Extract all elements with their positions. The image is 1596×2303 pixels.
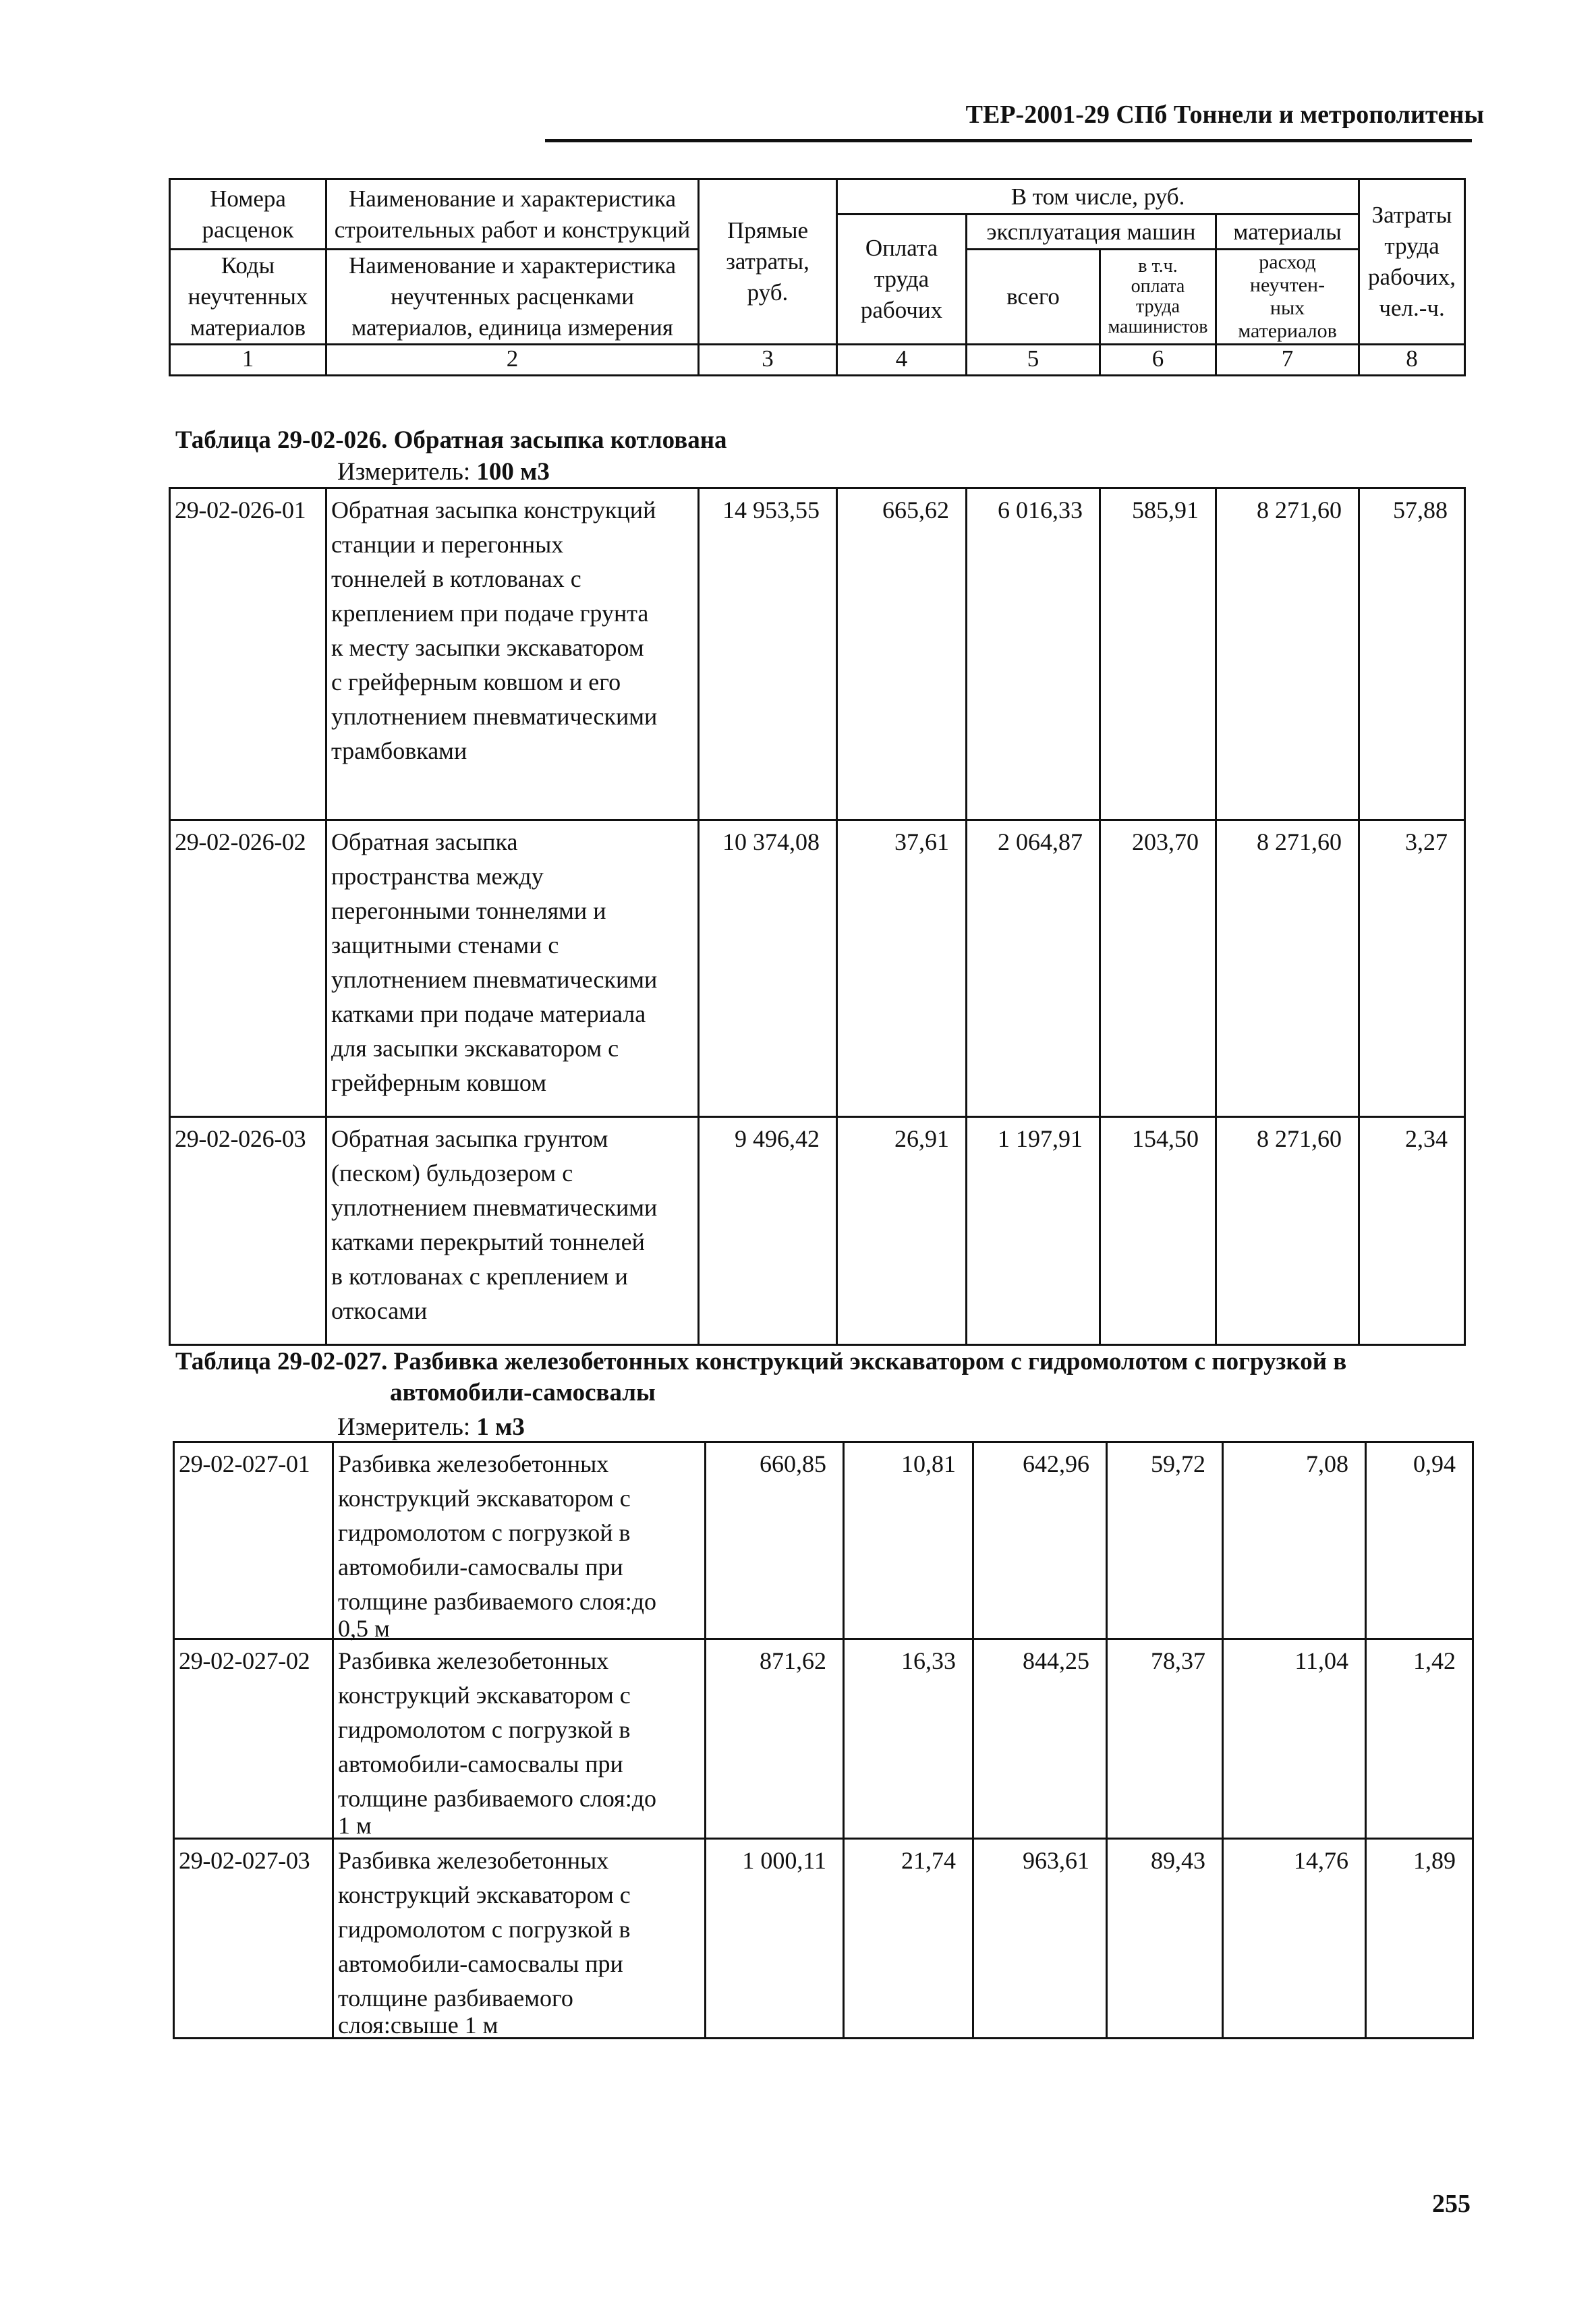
rate-name bbox=[333, 1839, 706, 2039]
direct-costs: 660,85 bbox=[706, 1442, 844, 1639]
rate-code: 29-02-027-03 bbox=[174, 1839, 333, 2039]
column-number: 6 bbox=[1100, 345, 1216, 376]
table-row bbox=[170, 1117, 1465, 1345]
machines-total: 6 016,33 bbox=[967, 488, 1100, 820]
operator-pay: 59,72 bbox=[1107, 1442, 1223, 1639]
name-line: станции и перегонных bbox=[331, 531, 564, 558]
name-line: толщине разбиваемого bbox=[338, 1985, 573, 2012]
name-line: креплением при подаче грунта bbox=[331, 600, 649, 627]
header-line: Затраты bbox=[1371, 202, 1452, 228]
labor-hours: 1,89 bbox=[1366, 1839, 1473, 2039]
header-group-including: В том числе, руб. bbox=[837, 179, 1359, 215]
name-line: трамбовками bbox=[331, 737, 467, 764]
name-line: катками при подаче материала bbox=[331, 1000, 646, 1027]
materials-cost: 7,08 bbox=[1223, 1442, 1366, 1639]
table-row bbox=[170, 820, 1465, 1117]
header-direct-costs bbox=[699, 179, 837, 345]
header-line: Коды bbox=[221, 252, 275, 279]
header-line: рабочих bbox=[860, 297, 943, 323]
name-line: грейферным ковшом bbox=[331, 1069, 547, 1096]
rate-name bbox=[333, 1442, 706, 1642]
table-unit bbox=[337, 1413, 525, 1442]
name-line: для засыпки экскаватором с bbox=[331, 1035, 619, 1062]
header-machines: эксплуатация машин bbox=[967, 215, 1216, 250]
column-number: 8 bbox=[1359, 345, 1465, 376]
materials-cost: 8 271,60 bbox=[1216, 1117, 1359, 1345]
rate-code: 29-02-026-01 bbox=[170, 488, 326, 820]
header-operator-pay bbox=[1100, 250, 1216, 345]
header-line: оплата bbox=[1131, 276, 1185, 297]
name-line: в котлованах с креплением и bbox=[331, 1263, 628, 1290]
header-line: Наименование и характеристика bbox=[348, 185, 677, 212]
operator-pay: 585,91 bbox=[1100, 488, 1216, 820]
page-number: 255 bbox=[1432, 2190, 1471, 2218]
rate-name bbox=[333, 1639, 706, 1839]
header-line: Наименование и характеристика bbox=[348, 252, 677, 279]
materials-cost: 11,04 bbox=[1223, 1639, 1366, 1839]
name-line: к месту засыпки экскаватором bbox=[331, 634, 644, 661]
name-line: (песком) бульдозером с bbox=[331, 1160, 573, 1187]
direct-costs: 9 496,42 bbox=[699, 1117, 837, 1345]
worker-pay: 16,33 bbox=[844, 1639, 973, 1839]
table-row bbox=[174, 1442, 1473, 1639]
rate-name bbox=[326, 1117, 699, 1345]
rate-code: 29-02-027-01 bbox=[174, 1442, 333, 1639]
name-line: уплотнением пневматическими bbox=[331, 703, 658, 730]
column-number: 2 bbox=[326, 345, 699, 376]
header-line: расценок bbox=[202, 216, 294, 243]
header-line: рабочих, bbox=[1368, 264, 1456, 290]
header-line: материалов bbox=[1238, 320, 1337, 342]
header-line: расход bbox=[1259, 251, 1316, 273]
materials-cost: 8 271,60 bbox=[1216, 488, 1359, 820]
table-row bbox=[174, 1839, 1473, 2039]
header-line: неучтен- bbox=[1249, 274, 1326, 296]
table-caption: Таблица 29-02-026. Обратная засыпка котлована bbox=[175, 426, 727, 454]
table-row bbox=[174, 1639, 1473, 1839]
header-worker-pay bbox=[837, 215, 967, 345]
caption-line: автомобили-самосвалы bbox=[390, 1379, 656, 1406]
name-line: Разбивка железобетонных bbox=[338, 1647, 609, 1674]
worker-pay: 665,62 bbox=[837, 488, 967, 820]
table-caption bbox=[175, 1346, 1464, 1409]
operator-pay: 89,43 bbox=[1107, 1839, 1223, 2039]
rates-table-027 bbox=[173, 1441, 1474, 2039]
labor-hours: 57,88 bbox=[1359, 488, 1465, 820]
name-line: автомобили-самосвалы при bbox=[338, 1751, 623, 1778]
name-line: 1 м bbox=[338, 1812, 372, 1839]
name-line: откосами bbox=[331, 1297, 428, 1324]
direct-costs: 871,62 bbox=[706, 1639, 844, 1839]
direct-costs: 1 000,11 bbox=[706, 1839, 844, 2039]
machines-total: 844,25 bbox=[973, 1639, 1107, 1839]
worker-pay: 21,74 bbox=[844, 1839, 973, 2039]
machines-total: 642,96 bbox=[973, 1442, 1107, 1639]
name-line: уплотнением пневматическими bbox=[331, 1194, 658, 1221]
header-line: Прямые bbox=[726, 217, 809, 244]
header-rule bbox=[545, 139, 1472, 142]
header-line: труда bbox=[874, 266, 930, 292]
rate-code: 29-02-027-02 bbox=[174, 1639, 333, 1839]
machines-total: 1 197,91 bbox=[967, 1117, 1100, 1345]
column-number: 4 bbox=[837, 345, 967, 376]
header-line: в т.ч. bbox=[1138, 256, 1178, 277]
header-line: труда bbox=[1135, 296, 1180, 317]
header-line: машинистов bbox=[1108, 316, 1208, 337]
name-line: Разбивка железобетонных bbox=[338, 1450, 609, 1477]
column-number: 3 bbox=[699, 345, 837, 376]
header-labor-hours bbox=[1359, 179, 1465, 345]
header-line: руб. bbox=[747, 279, 789, 306]
unit-label: Измеритель: bbox=[337, 1413, 477, 1441]
name-line: с грейферным ковшом и его bbox=[331, 669, 621, 695]
header-codes-cell bbox=[170, 179, 326, 250]
materials-cost: 14,76 bbox=[1223, 1839, 1366, 2039]
unit-value: 100 м3 bbox=[476, 458, 550, 486]
unit-label: Измеритель: bbox=[337, 458, 477, 486]
labor-hours: 1,42 bbox=[1366, 1639, 1473, 1839]
name-line: автомобили-самосвалы при bbox=[338, 1950, 623, 1977]
name-line: толщине разбиваемого слоя:до bbox=[338, 1588, 657, 1615]
name-line: пространства между bbox=[331, 863, 544, 890]
header-line: затраты, bbox=[726, 248, 809, 275]
name-line: Обратная засыпка грунтом bbox=[331, 1125, 608, 1152]
rate-code: 29-02-026-02 bbox=[170, 820, 326, 1117]
table-row bbox=[170, 488, 1465, 820]
header-unaccounted-name bbox=[326, 250, 699, 345]
header-materials-consumption bbox=[1216, 250, 1359, 345]
header-machines-total: всего bbox=[967, 250, 1100, 345]
worker-pay: 10,81 bbox=[844, 1442, 973, 1639]
rate-code: 29-02-026-03 bbox=[170, 1117, 326, 1345]
operator-pay: 154,50 bbox=[1100, 1117, 1216, 1345]
direct-costs: 10 374,08 bbox=[699, 820, 837, 1117]
name-line: гидромолотом с погрузкой в bbox=[338, 1716, 631, 1743]
header-materials: материалы bbox=[1216, 215, 1359, 250]
name-line: слоя:свыше 1 м bbox=[338, 2012, 498, 2039]
name-line: гидромолотом с погрузкой в bbox=[338, 1916, 631, 1943]
rate-name bbox=[326, 820, 699, 1117]
column-number: 5 bbox=[967, 345, 1100, 376]
header-line: чел.-ч. bbox=[1379, 295, 1445, 321]
rate-name bbox=[326, 488, 699, 820]
name-line: Обратная засыпка bbox=[331, 828, 518, 855]
header-line: неучтенных расценками bbox=[390, 283, 634, 310]
machines-total: 2 064,87 bbox=[967, 820, 1100, 1117]
name-line: Разбивка железобетонных bbox=[338, 1847, 609, 1874]
header-line: неучтенных bbox=[188, 283, 308, 310]
header-name-cell bbox=[326, 179, 699, 250]
name-line: катками перекрытий тоннелей bbox=[331, 1228, 645, 1255]
labor-hours: 0,94 bbox=[1366, 1442, 1473, 1639]
name-line: конструкций экскаватором с bbox=[338, 1682, 631, 1709]
column-number: 7 bbox=[1216, 345, 1359, 376]
header-line: Номера bbox=[210, 185, 286, 212]
header-line: материалов bbox=[190, 314, 306, 341]
column-header-table bbox=[169, 178, 1466, 376]
name-line: конструкций экскаватором с bbox=[338, 1881, 631, 1908]
header-line: Оплата bbox=[865, 235, 938, 261]
worker-pay: 26,91 bbox=[837, 1117, 967, 1345]
machines-total: 963,61 bbox=[973, 1839, 1107, 2039]
header-line: труда bbox=[1384, 233, 1440, 259]
worker-pay: 37,61 bbox=[837, 820, 967, 1117]
unit-value: 1 м3 bbox=[476, 1413, 525, 1441]
name-line: 0,5 м bbox=[338, 1615, 390, 1642]
header-line: материалов, единица измерения bbox=[351, 314, 673, 341]
labor-hours: 3,27 bbox=[1359, 820, 1465, 1117]
table-unit bbox=[337, 457, 550, 487]
document-title: ТЕР-2001-29 СПб Тоннели и метрополитены bbox=[965, 101, 1484, 129]
name-line: толщине разбиваемого слоя:до bbox=[338, 1785, 657, 1812]
direct-costs: 14 953,55 bbox=[699, 488, 837, 820]
name-line: перегонными тоннелями и bbox=[331, 897, 606, 924]
header-unaccounted-codes bbox=[170, 250, 326, 345]
rates-table-026 bbox=[169, 487, 1466, 1346]
name-line: уплотнением пневматическими bbox=[331, 966, 658, 993]
name-line: защитными стенами с bbox=[331, 932, 559, 959]
name-line: Обратная засыпка конструкций bbox=[331, 496, 656, 523]
column-number: 1 bbox=[170, 345, 326, 376]
caption-line: Таблица 29-02-027. Разбивка железобетонных конструкций экскаватором с гидромолотом с погрузкой в bbox=[175, 1348, 1347, 1375]
labor-hours: 2,34 bbox=[1359, 1117, 1465, 1345]
name-line: конструкций экскаватором с bbox=[338, 1485, 631, 1512]
operator-pay: 203,70 bbox=[1100, 820, 1216, 1117]
name-line: тоннелей в котлованах с bbox=[331, 565, 581, 592]
header-line: строительных работ и конструкций bbox=[334, 216, 691, 243]
name-line: автомобили-самосвалы при bbox=[338, 1554, 623, 1581]
header-line: ных bbox=[1270, 297, 1305, 319]
operator-pay: 78,37 bbox=[1107, 1639, 1223, 1839]
materials-cost: 8 271,60 bbox=[1216, 820, 1359, 1117]
name-line: гидромолотом с погрузкой в bbox=[338, 1519, 631, 1546]
